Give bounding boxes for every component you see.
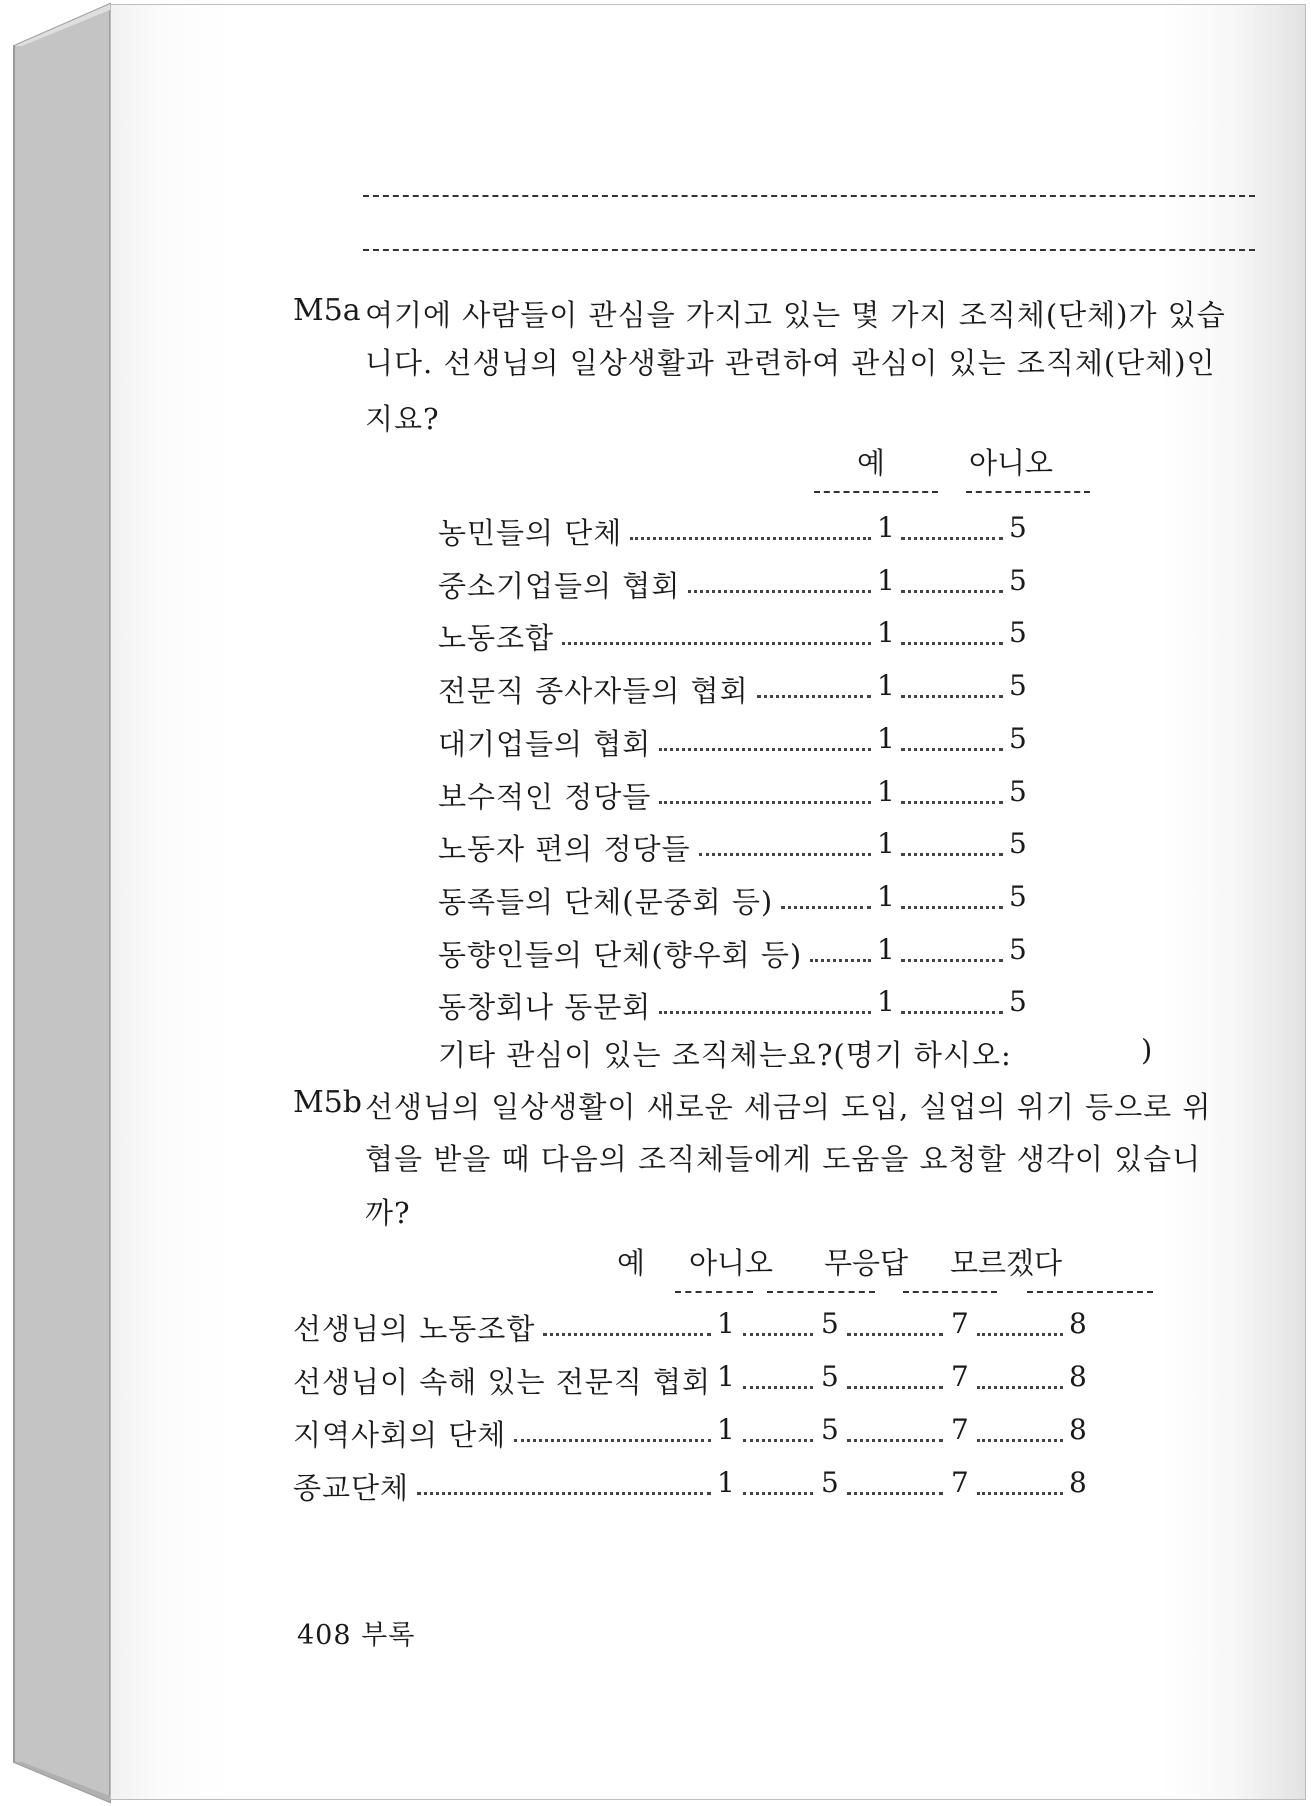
m5b-item-label: 종교단체 xyxy=(293,1471,410,1505)
m5b-item-no-value: 5 xyxy=(821,1307,839,1340)
m5a-item-label: 노동자 편의 정당들 xyxy=(438,832,691,867)
m5b-col-no-answer-rule xyxy=(903,1291,997,1293)
m5b-item-label: 선생님의 노동조합 xyxy=(293,1312,536,1346)
m5b-item-dont-know-value: 8 xyxy=(1069,1466,1087,1499)
m5a-item-no-value: 5 xyxy=(1009,563,1027,597)
m5a-other-prompt: 기타 관심이 있는 조직체는요?(명기 하시오: xyxy=(438,1038,1012,1072)
question-m5b-line-2: 협을 받을 때 다음의 조직체들에게 도움을 요청할 생각이 있습니 xyxy=(365,1142,1202,1176)
question-m5b-line-3: 까? xyxy=(365,1196,411,1230)
page-footer: 408 부록 xyxy=(297,1620,416,1651)
question-m5a-line-2: 니다. 선생님의 일상생활과 관련하여 관심이 있는 조직체(단체)인 xyxy=(365,346,1216,380)
dot-leader xyxy=(417,1492,711,1495)
dot-leader xyxy=(514,1439,711,1442)
m5a-item-yes-value: 1 xyxy=(877,616,895,650)
dot-leader xyxy=(901,906,1003,909)
m5a-col-yes: 예 xyxy=(856,446,885,480)
dot-leader xyxy=(901,642,1003,645)
m5b-item-no-value: 5 xyxy=(821,1466,839,1499)
dot-leader xyxy=(757,695,871,698)
m5a-item-no-value: 5 xyxy=(1009,879,1027,913)
dot-leader xyxy=(847,1333,943,1336)
m5b-item-yes-value: 1 xyxy=(717,1413,735,1446)
m5a-item-yes-value: 1 xyxy=(877,721,895,755)
m5a-item-label: 동창회나 동문회 xyxy=(438,990,652,1025)
m5b-item-no-answer-value: 7 xyxy=(951,1466,969,1499)
m5a-item-no-value: 5 xyxy=(1009,827,1027,861)
m5a-item-label: 동족들의 단체(문중회 등) xyxy=(438,884,774,919)
m5b-item-no-answer-value: 7 xyxy=(951,1360,969,1393)
dot-leader xyxy=(743,1492,813,1495)
dot-leader xyxy=(847,1439,943,1442)
dot-leader xyxy=(977,1439,1063,1442)
m5b-item-yes-value: 1 xyxy=(717,1466,735,1499)
dot-leader xyxy=(688,590,871,593)
m5a-item-no-value: 5 xyxy=(1009,721,1027,755)
dot-leader xyxy=(901,748,1003,751)
m5b-item-dont-know-value: 8 xyxy=(1069,1360,1087,1393)
m5a-item-yes-value: 1 xyxy=(877,774,895,808)
m5a-item-yes-value: 1 xyxy=(877,669,895,703)
m5a-col-no: 아니오 xyxy=(968,446,1054,480)
dot-leader xyxy=(901,590,1003,593)
dot-leader xyxy=(810,959,871,962)
m5a-item-no-value: 5 xyxy=(1009,669,1027,703)
dot-leader xyxy=(659,801,871,804)
m5a-other-close: ) xyxy=(1141,1033,1154,1067)
m5b-item-dont-know-value: 8 xyxy=(1069,1307,1087,1340)
dot-leader xyxy=(901,537,1003,540)
dot-leader xyxy=(901,1011,1003,1014)
m5a-col-no-rule xyxy=(966,491,1090,493)
dot-leader xyxy=(847,1386,943,1389)
m5a-item-yes-value: 1 xyxy=(877,985,895,1019)
m5b-col-yes-rule xyxy=(675,1291,753,1293)
m5b-item-dont-know-value: 8 xyxy=(1069,1413,1087,1446)
m5b-item-no-answer-value: 7 xyxy=(951,1413,969,1446)
question-m5b-line-1: 선생님의 일상생활이 새로운 세금의 도입, 실업의 위기 등으로 위 xyxy=(365,1090,1212,1124)
m5a-item-no-value: 5 xyxy=(1009,616,1027,650)
m5a-item-label: 노동조합 xyxy=(438,621,555,656)
question-m5a-line-3: 지요? xyxy=(365,402,440,436)
m5a-item-label: 중소기업들의 협회 xyxy=(438,568,681,603)
dot-leader xyxy=(847,1492,943,1495)
m5b-col-dont-know: 모르겠다 xyxy=(949,1246,1063,1280)
m5a-item-label: 보수적인 정당들 xyxy=(438,779,652,814)
m5a-col-yes-rule xyxy=(814,491,938,493)
dot-leader xyxy=(901,801,1003,804)
m5b-col-yes: 예 xyxy=(616,1246,645,1280)
dot-leader xyxy=(901,695,1003,698)
dot-leader xyxy=(743,1333,813,1336)
m5a-item-yes-value: 1 xyxy=(877,563,895,597)
m5b-item-yes-value: 1 xyxy=(717,1307,735,1340)
dot-leader xyxy=(901,959,1003,962)
m5b-col-no-rule xyxy=(767,1291,875,1293)
m5a-item-yes-value: 1 xyxy=(877,827,895,861)
book-page xyxy=(110,4,1306,1800)
m5b-item-yes-value: 1 xyxy=(717,1360,735,1393)
m5a-item-yes-value: 1 xyxy=(877,511,895,544)
dot-leader xyxy=(543,1333,711,1336)
m5b-item-no-value: 5 xyxy=(821,1360,839,1393)
m5a-item-label: 농민들의 단체 xyxy=(438,516,623,550)
question-m5a-line-1: 여기에 사람들이 관심을 가지고 있는 몇 가지 조직체(단체)가 있습 xyxy=(365,298,1226,332)
dot-leader xyxy=(781,906,871,909)
answer-line-1 xyxy=(363,195,1255,197)
dot-leader xyxy=(562,642,871,645)
dot-leader xyxy=(901,853,1003,856)
m5b-item-no-value: 5 xyxy=(821,1413,839,1446)
m5a-item-no-value: 5 xyxy=(1009,932,1027,966)
m5b-item-no-answer-value: 7 xyxy=(951,1307,969,1340)
m5b-item-label: 지역사회의 단체 xyxy=(293,1418,507,1452)
dot-leader xyxy=(977,1492,1063,1495)
dot-leader xyxy=(659,748,871,751)
m5a-item-label: 동향인들의 단체(향우회 등) xyxy=(438,937,803,972)
m5b-col-dont-know-rule xyxy=(1027,1291,1153,1293)
question-id-m5a: M5a xyxy=(293,293,361,328)
m5b-col-no: 아니오 xyxy=(688,1246,774,1280)
dot-leader xyxy=(743,1386,813,1389)
m5a-item-no-value: 5 xyxy=(1009,511,1027,544)
dot-leader xyxy=(630,537,871,540)
m5b-col-no-answer: 무응답 xyxy=(823,1246,909,1280)
dot-leader xyxy=(699,853,871,856)
m5a-item-yes-value: 1 xyxy=(877,932,895,966)
dot-leader xyxy=(977,1386,1063,1389)
dot-leader xyxy=(743,1439,813,1442)
m5a-item-label: 전문직 종사자들의 협회 xyxy=(438,674,749,709)
m5a-item-no-value: 5 xyxy=(1009,774,1027,808)
answer-line-2 xyxy=(363,249,1255,251)
m5a-item-no-value: 5 xyxy=(1009,985,1027,1019)
m5b-item-label: 선생님이 속해 있는 전문직 협회 xyxy=(293,1365,712,1399)
dot-leader xyxy=(977,1333,1063,1336)
question-id-m5b: M5b xyxy=(293,1085,363,1120)
m5a-item-yes-value: 1 xyxy=(877,879,895,913)
m5a-item-label: 대기업들의 협회 xyxy=(438,726,652,761)
dot-leader xyxy=(659,1011,871,1014)
